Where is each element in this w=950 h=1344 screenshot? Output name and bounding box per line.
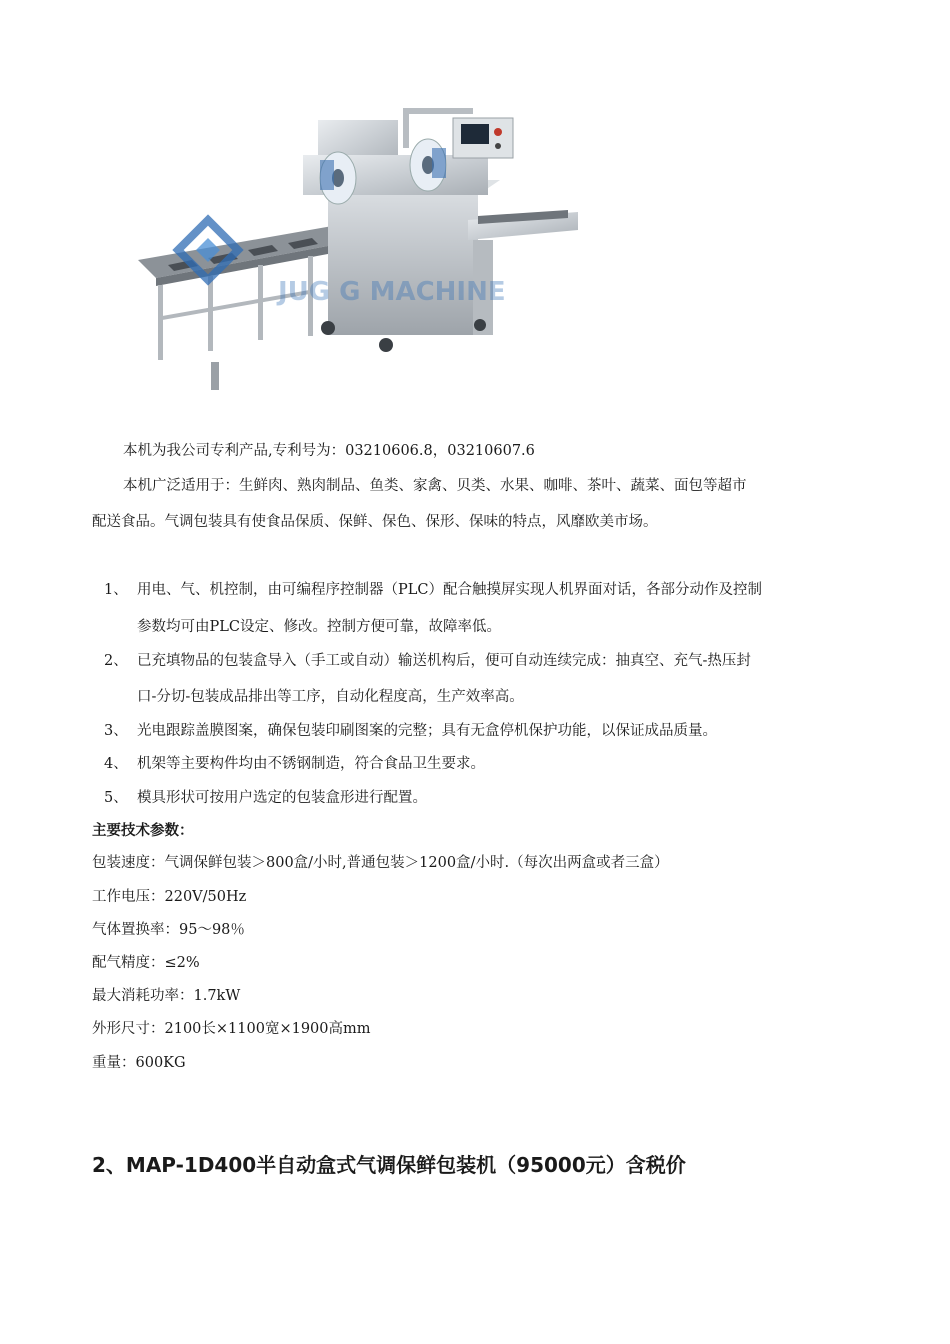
feature-5-text: 模具形状可按用户选定的包装盒形进行配置。 [137, 790, 427, 806]
feature-3-number: 3、 [104, 723, 128, 739]
intro-line-1: 本机为我公司专利产品,专利号为：03210606.8，03210607.6 [123, 443, 535, 459]
watermark-text: JUG G MACHINE [278, 277, 506, 307]
spec-gas-precision: 配气精度：≤2% [92, 955, 200, 971]
section-2-title: 2、MAP-1D400半自动盒式气调保鲜包装机（95000元）含税价 [92, 1153, 686, 1177]
spec-max-power: 最大消耗功率：1.7kW [92, 988, 241, 1004]
intro-line-3: 配送食品。气调包装具有使食品保质、保鲜、保色、保形、保味的特点，风靡欧美市场。 [92, 514, 658, 530]
feature-2-number: 2、 [104, 653, 128, 669]
packaging-machine-image [128, 100, 588, 400]
specs-heading: 主要技术参数： [92, 823, 194, 839]
spec-voltage: 工作电压：220V/50Hz [92, 889, 247, 905]
feature-3-text: 光电跟踪盖膜图案，确保包装印刷图案的完整；具有无盒停机保护功能，以保证成品质量。 [137, 723, 717, 739]
feature-2-continuation: 口-分切-包装成品排出等工序，自动化程度高，生产效率高。 [137, 689, 524, 705]
spec-gas-replacement: 气体置换率：95～98％ [92, 922, 245, 938]
spec-weight: 重量：600KG [92, 1055, 186, 1071]
intro-line-2: 本机广泛适用于：生鲜肉、熟肉制品、鱼类、家禽、贝类、水果、咖啡、茶叶、蔬菜、面包等超市 [123, 478, 747, 494]
feature-2-text: 已充填物品的包装盒导入（手工或自动）输送机构后，便可自动连续完成：抽真空、充气-热压封 [137, 653, 751, 669]
spec-packing-speed: 包装速度：气调保鲜包装＞800盒/小时,普通包装＞1200盒/小时.（每次出两盒或者三盒） [92, 855, 669, 871]
spec-dimensions: 外形尺寸：2100长×1100宽×1900高mm [92, 1021, 371, 1037]
feature-4-number: 4、 [104, 756, 128, 772]
feature-1-continuation: 参数均可由PLC设定、修改。控制方便可靠，故障率低。 [137, 619, 501, 635]
feature-5-number: 5、 [104, 790, 128, 806]
feature-1-text: 用电、气、机控制，由可编程序控制器（PLC）配合触摸屏实现人机界面对话，各部分动作及控制 [137, 582, 762, 598]
feature-4-text: 机架等主要构件均由不锈钢制造，符合食品卫生要求。 [137, 756, 485, 772]
feature-1-number: 1、 [104, 582, 128, 598]
